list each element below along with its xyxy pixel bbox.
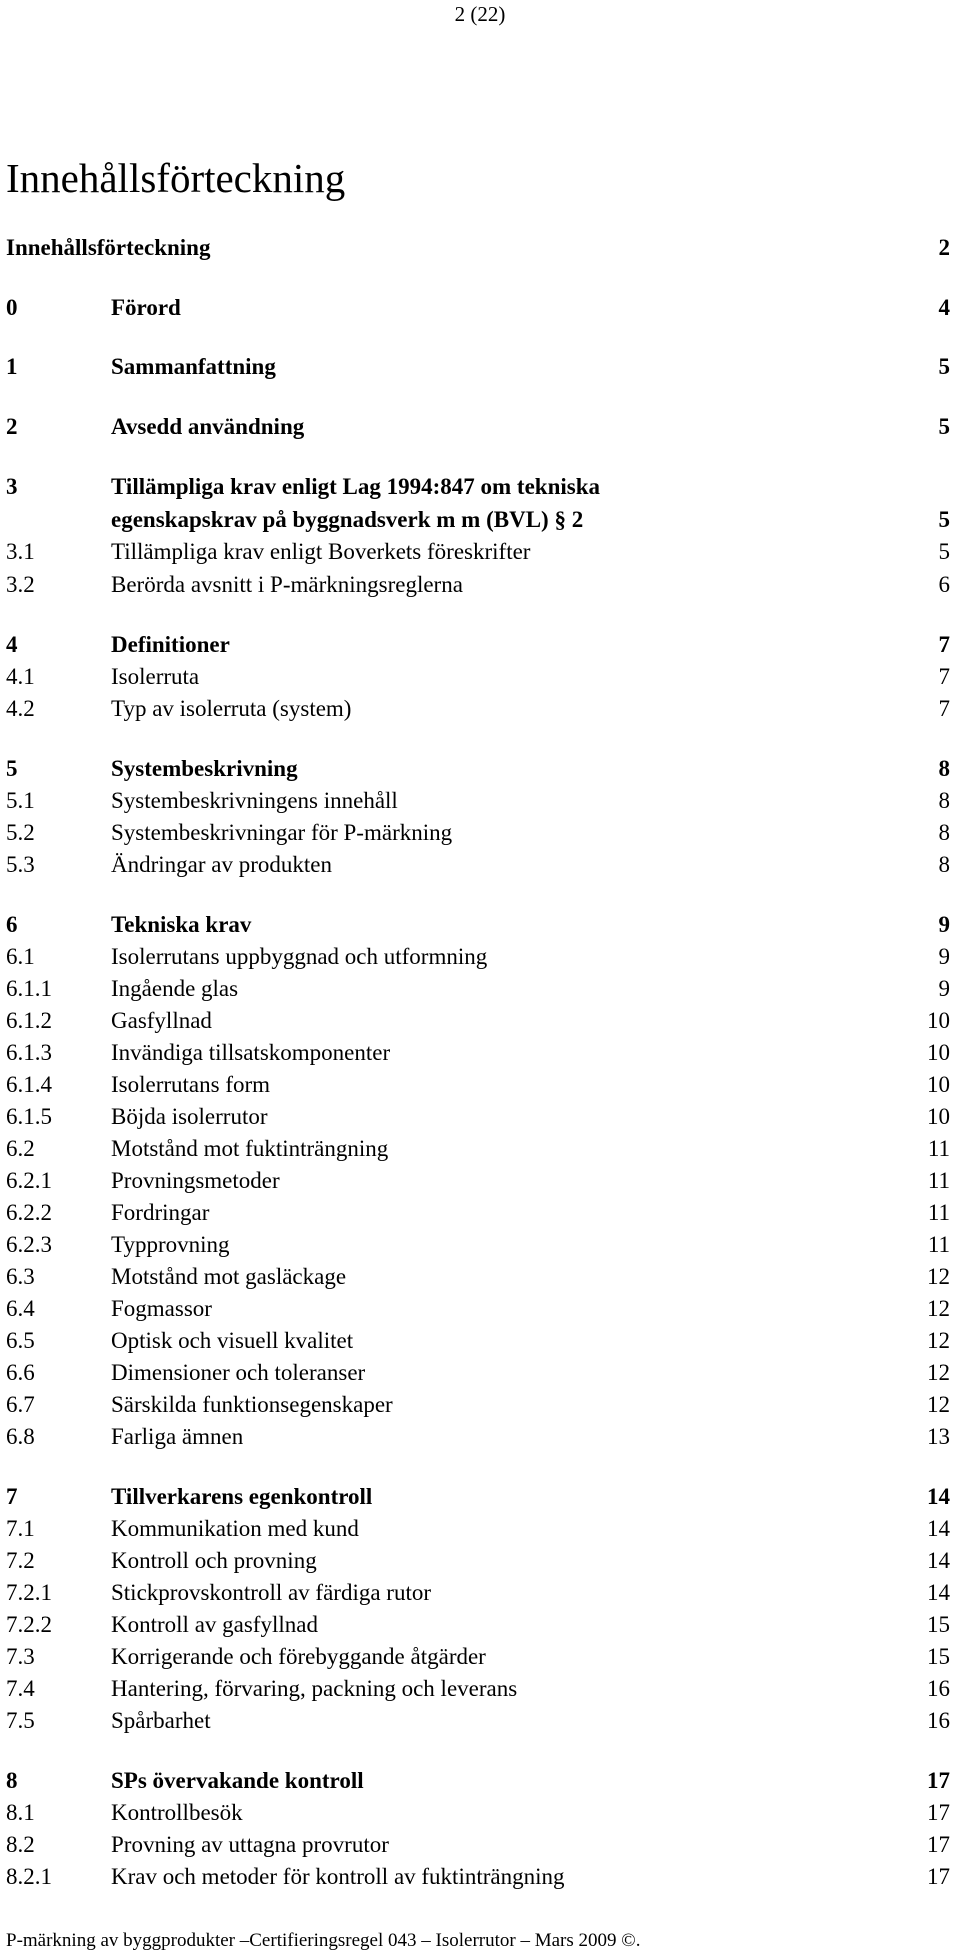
- toc-entry-page: 5: [938, 354, 950, 379]
- toc-entry-number: 0: [6, 295, 18, 320]
- toc-entry-title: Fordringar: [111, 1200, 210, 1225]
- toc-entry[interactable]: [6, 352, 950, 382]
- toc-entry-page: 11: [927, 1168, 950, 1193]
- toc-entry-title: Förord: [111, 295, 181, 320]
- toc-entry-number: 7.3: [6, 1644, 35, 1669]
- toc-entry-title: Isolerruta: [111, 664, 200, 689]
- toc-entry-title: Optisk och visuell kvalitet: [111, 1328, 354, 1353]
- toc-entry-title: Avsedd användning: [111, 414, 305, 439]
- toc-entry[interactable]: [6, 1198, 950, 1228]
- toc-entry-number: 6.1.5: [6, 1104, 52, 1129]
- page-footer: P-märkning av byggprodukter –Certifieringsregel 043 – Isolerrutor – Mars 2009 ©.: [6, 1930, 641, 1951]
- toc-entry[interactable]: [6, 1134, 950, 1164]
- toc-entry[interactable]: [6, 974, 950, 1004]
- toc-entry-number: 5: [6, 756, 18, 781]
- toc-entry[interactable]: [6, 1610, 950, 1640]
- toc-entry-page: 16: [927, 1676, 950, 1701]
- toc-entry-page: 8: [938, 852, 950, 877]
- toc-entry-number: 6.1: [6, 944, 35, 969]
- toc-entry-number: 7.1: [6, 1516, 35, 1541]
- toc-entry-title: Motstånd mot gasläckage: [111, 1264, 347, 1289]
- toc-entry-number: 6.5: [6, 1328, 35, 1353]
- toc-entry[interactable]: [6, 1326, 950, 1356]
- toc-entry-title: Typprovning: [111, 1232, 230, 1257]
- toc-entry[interactable]: [6, 1830, 950, 1860]
- toc-entry-number: 4.1: [6, 664, 35, 689]
- toc-entry-title: Motstånd mot fuktinträngning: [111, 1136, 389, 1161]
- toc-entry[interactable]: [6, 910, 950, 940]
- toc-entry-title: Korrigerande och förebyggande åtgärder: [111, 1644, 486, 1669]
- toc-entry-page: 11: [927, 1136, 950, 1161]
- toc-entry-title: Tillämpliga krav enligt Boverkets föreskrifter: [111, 539, 531, 564]
- toc-entry-title: egenskapskrav på byggnadsverk m m (BVL) § 2: [111, 507, 584, 532]
- toc-entry-title: Tillämpliga krav enligt Lag 1994:847 om tekniska: [111, 474, 601, 499]
- toc-entry-page: 17: [927, 1800, 950, 1825]
- toc-entry-title: Gasfyllnad: [111, 1008, 212, 1033]
- toc-entry-page: 10: [927, 1008, 950, 1033]
- toc-entry[interactable]: [6, 630, 950, 660]
- toc-entry-title: Typ av isolerruta (system): [111, 696, 352, 721]
- toc-entry-title: Ändringar av produkten: [111, 852, 332, 877]
- toc-entry[interactable]: [6, 1482, 950, 1512]
- toc-entry-number: 8.2.1: [6, 1864, 52, 1889]
- toc-entry-title: Provningsmetoder: [111, 1168, 280, 1193]
- toc-entry-title: Isolerrutans form: [111, 1072, 271, 1097]
- toc-entry-page: 14: [927, 1580, 950, 1605]
- toc-entry-page: 17: [927, 1832, 950, 1857]
- toc-entry[interactable]: [6, 1706, 950, 1736]
- toc-entry-page: 6: [938, 572, 950, 597]
- page-indicator: 2 (22): [454, 2, 506, 26]
- toc-entry[interactable]: [6, 1422, 950, 1452]
- toc-entry-title: Systembeskrivningens innehåll: [111, 788, 398, 813]
- toc-entry[interactable]: [6, 1862, 950, 1892]
- toc-entry-number: 7.5: [6, 1708, 35, 1733]
- toc-entry-page: 14: [927, 1484, 950, 1509]
- toc-entry-number: 6.2.3: [6, 1232, 52, 1257]
- toc-entry-title: Provning av uttagna provrutor: [111, 1832, 389, 1857]
- toc-entry-title: Invändiga tillsatskomponenter: [111, 1040, 391, 1065]
- toc-entry-page: 10: [927, 1040, 950, 1065]
- toc-entry[interactable]: [6, 786, 950, 816]
- toc-entry-number: 6.1.4: [6, 1072, 52, 1097]
- toc-entry-number: 4.2: [6, 696, 35, 721]
- toc-entry-number: 6.4: [6, 1296, 35, 1321]
- toc-entry-number: Innehållsförteckning: [6, 235, 211, 260]
- toc-entry-page: 5: [938, 507, 950, 532]
- toc-entry-number: 6.2: [6, 1136, 35, 1161]
- toc-entry[interactable]: [6, 1674, 950, 1704]
- toc-entry-title: Isolerrutans uppbyggnad och utformning: [111, 944, 488, 969]
- toc-entry[interactable]: [6, 570, 950, 600]
- toc-entry-number: 1: [6, 354, 18, 379]
- toc-entry[interactable]: [6, 505, 950, 535]
- toc-entry-number: 5.3: [6, 852, 35, 877]
- toc-entry-page: 5: [938, 539, 950, 564]
- toc-entry-title: Hantering, förvaring, packning och leverans: [111, 1676, 518, 1701]
- toc-entry-page: 10: [927, 1104, 950, 1129]
- toc-entry-title: Systembeskrivning: [111, 756, 298, 781]
- toc-entry[interactable]: [6, 1070, 950, 1100]
- toc-entry-title: Spårbarhet: [111, 1708, 211, 1733]
- toc-entry-number: 6.1.1: [6, 976, 52, 1001]
- toc-entry-number: 7: [6, 1484, 18, 1509]
- toc-entry-page: 16: [927, 1708, 950, 1733]
- toc-entry-title: Tillverkarens egenkontroll: [111, 1484, 373, 1509]
- toc-entry[interactable]: [6, 1358, 950, 1388]
- toc-entry-page: 12: [927, 1264, 950, 1289]
- toc-entry-page: 14: [927, 1516, 950, 1541]
- toc-entry-number: 3.1: [6, 539, 35, 564]
- toc-entry[interactable]: [6, 1798, 950, 1828]
- toc-entry-number: 2: [6, 414, 18, 439]
- toc-entry[interactable]: [6, 662, 950, 692]
- toc-entry[interactable]: [6, 1390, 950, 1420]
- toc-entry[interactable]: [6, 412, 950, 442]
- document-title: Innehållsförteckning: [6, 155, 346, 201]
- toc-entry-page: 9: [938, 944, 950, 969]
- toc-entry-number: 6.8: [6, 1424, 35, 1449]
- toc-entry[interactable]: [6, 754, 950, 784]
- toc-entry-page: 17: [927, 1768, 950, 1793]
- toc-entry[interactable]: [6, 1102, 950, 1132]
- toc-entry-title: Dimensioner och toleranser: [111, 1360, 366, 1385]
- toc-entry-title: Tekniska krav: [111, 912, 252, 937]
- toc-entry-title: Definitioner: [111, 632, 230, 657]
- toc-entry[interactable]: [6, 1642, 950, 1672]
- toc-entry-page: 17: [927, 1864, 950, 1889]
- toc-entry[interactable]: [6, 1166, 950, 1196]
- toc-entry[interactable]: [6, 293, 950, 323]
- toc-entry-number: 8: [6, 1768, 18, 1793]
- toc-entry-number: 7.2: [6, 1548, 35, 1573]
- toc-entry[interactable]: [6, 472, 950, 502]
- toc-entry-page: 9: [938, 912, 950, 937]
- toc-entry-title: Särskilda funktionsegenskaper: [111, 1392, 393, 1417]
- toc-entry-page: 12: [927, 1296, 950, 1321]
- toc-entry-number: 6.7: [6, 1392, 35, 1417]
- toc-entry-number: 3: [6, 474, 18, 499]
- toc-entry[interactable]: [6, 233, 950, 263]
- toc-entry[interactable]: [6, 694, 950, 724]
- toc-entry[interactable]: [6, 1262, 950, 1292]
- toc-entry-number: 6.2.2: [6, 1200, 52, 1225]
- toc-entry-title: Krav och metoder för kontroll av fuktinträngning: [111, 1864, 565, 1889]
- toc-entry-title: Ingående glas: [111, 976, 239, 1001]
- toc-entry-page: 11: [927, 1232, 950, 1257]
- toc-entry-title: Kontroll av gasfyllnad: [111, 1612, 318, 1637]
- toc-entry-page: 4: [938, 295, 950, 320]
- toc-entry-number: 7.2.2: [6, 1612, 52, 1637]
- toc-entry-number: 6.2.1: [6, 1168, 52, 1193]
- toc-entry-number: 7.2.1: [6, 1580, 52, 1605]
- toc-entry-page: 8: [938, 756, 950, 781]
- toc-entry-number: 7.4: [6, 1676, 35, 1701]
- toc-entry-number: 6.1.3: [6, 1040, 52, 1065]
- toc-entry-title: Berörda avsnitt i P-märkningsreglerna: [111, 572, 463, 597]
- toc-entry-title: Kommunikation med kund: [111, 1516, 359, 1541]
- toc-entry-title: Kontrollbesök: [111, 1800, 243, 1825]
- toc-entry-title: Böjda isolerrutor: [111, 1104, 268, 1129]
- toc-entry[interactable]: [6, 537, 950, 567]
- toc-entry-number: 5.1: [6, 788, 35, 813]
- toc-entry-page: 9: [938, 976, 950, 1001]
- toc-entry-number: 6: [6, 912, 18, 937]
- toc-entry[interactable]: [6, 1766, 950, 1796]
- toc-entry-page: 12: [927, 1392, 950, 1417]
- toc-entry-title: Sammanfattning: [111, 354, 276, 379]
- toc-entry-page: 15: [927, 1612, 950, 1637]
- toc-entry-number: 4: [6, 632, 18, 657]
- toc-entry-page: 14: [927, 1548, 950, 1573]
- toc-entry-number: 6.6: [6, 1360, 35, 1385]
- toc-entry-page: 12: [927, 1328, 950, 1353]
- toc-entry-page: 11: [927, 1200, 950, 1225]
- toc-entry-page: 2: [938, 235, 950, 260]
- toc-entry-page: 7: [938, 664, 950, 689]
- toc-entry-page: 13: [927, 1424, 950, 1449]
- toc-entry-page: 10: [927, 1072, 950, 1097]
- toc-entry-page: 7: [938, 632, 950, 657]
- toc-entry[interactable]: [6, 1514, 950, 1544]
- toc-entry-number: 6.3: [6, 1264, 35, 1289]
- toc-entry[interactable]: [6, 1006, 950, 1036]
- toc-entry-number: 6.1.2: [6, 1008, 52, 1033]
- toc-entry-title: SPs övervakande kontroll: [111, 1768, 364, 1793]
- toc-entry[interactable]: [6, 1294, 950, 1324]
- toc-entry-page: 15: [927, 1644, 950, 1669]
- toc-entry-title: Systembeskrivningar för P-märkning: [111, 820, 453, 845]
- toc-entry-number: 5.2: [6, 820, 35, 845]
- toc-entry-title: Farliga ämnen: [111, 1424, 244, 1449]
- toc-entry-number: 3.2: [6, 572, 35, 597]
- toc-entry[interactable]: [6, 850, 950, 880]
- toc-entry-page: 8: [938, 820, 950, 845]
- toc-entry[interactable]: [6, 942, 950, 972]
- toc-entry[interactable]: [6, 1038, 950, 1068]
- toc-entry-page: 12: [927, 1360, 950, 1385]
- toc-entry[interactable]: [6, 1578, 950, 1608]
- toc-entry-page: 8: [938, 788, 950, 813]
- toc-entry[interactable]: [6, 1546, 950, 1576]
- toc-entry[interactable]: [6, 1230, 950, 1260]
- toc-entry-number: 8.1: [6, 1800, 35, 1825]
- toc-entry-title: Stickprovskontroll av färdiga rutor: [111, 1580, 432, 1605]
- toc-entry[interactable]: [6, 818, 950, 848]
- toc-entry-page: 5: [938, 414, 950, 439]
- toc-entry-title: Fogmassor: [111, 1296, 212, 1321]
- toc-entry-number: 8.2: [6, 1832, 35, 1857]
- toc-entry-title: Kontroll och provning: [111, 1548, 317, 1573]
- toc-entry-page: 7: [938, 696, 950, 721]
